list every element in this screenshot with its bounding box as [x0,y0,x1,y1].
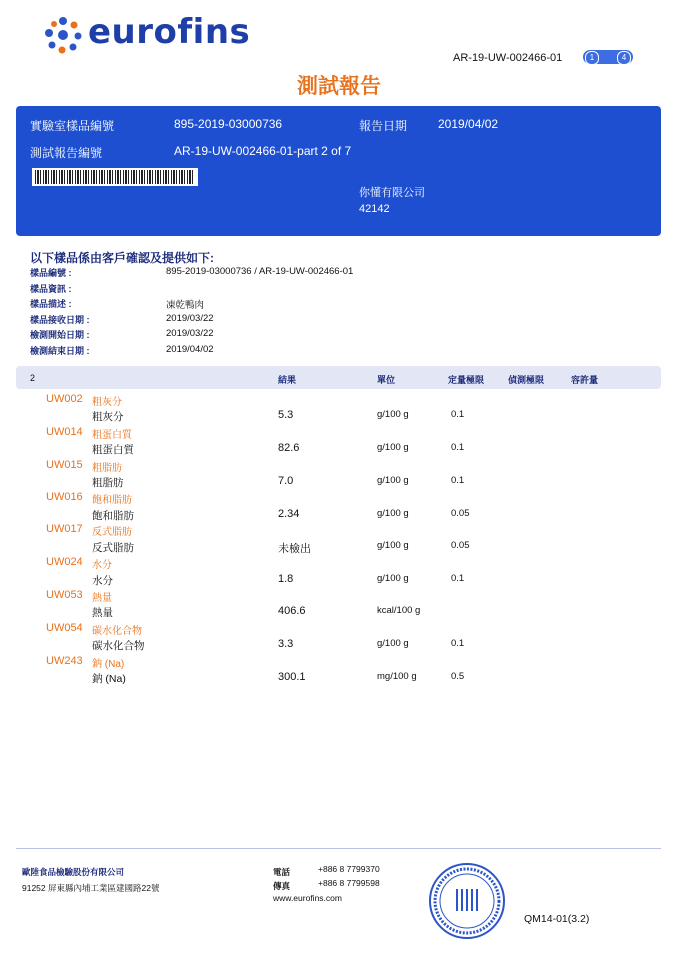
test-name: 粗蛋白質 [92,430,132,441]
result-value: 1.8 [278,573,294,585]
page-total: 4 [617,51,631,65]
result-value: 406.6 [278,605,306,617]
footer-company: 歐陸食品檢驗股份有限公司 [22,867,125,877]
page-indicator [583,50,633,64]
footer-tel-label: 電話 [273,867,291,877]
barcode [32,168,198,186]
test-code: UW054 [46,622,83,634]
report-date-label: 報告日期 [359,119,408,133]
col-loq: 定量極限 [448,375,485,385]
footer-address: 91252 屏東縣內埔工業區建國路22號 [22,883,160,893]
info-label-test-start: 檢測開始日期 : [30,330,90,340]
result-value: 82.6 [278,442,300,454]
test-code: UW016 [46,491,83,503]
result-unit: g/100 g [377,508,409,519]
result-loq: 0.1 [451,475,465,486]
company-name: 你懂有限公司 [359,187,425,199]
result-value: 未檢出 [278,543,311,555]
test-name: 熱量 [92,593,112,604]
info-label-sample-info: 樣品資訊 : [30,284,72,294]
footer-divider [16,848,661,849]
result-loq: 0.05 [451,508,470,519]
test-code: UW243 [46,655,83,667]
analyte-name: 鈉 (Na) [92,673,126,685]
footer-tel: +886 8 7799370 [318,864,380,874]
result-unit: mg/100 g [377,671,417,682]
eurofins-logo-icon [44,16,82,54]
test-code: UW014 [46,426,83,438]
test-name: 鈉 (Na) [92,659,125,670]
analyte-name: 反式脂肪 [92,542,134,554]
result-unit: g/100 g [377,573,409,584]
test-code: UW017 [46,523,83,535]
report-no-value: AR-19-UW-002466-01-part 2 of 7 [174,144,352,158]
test-name: 碳水化合物 [92,626,142,637]
col-tolerance: 容許量 [571,375,599,385]
result-value: 7.0 [278,475,294,487]
sample-no-value: 895-2019-03000736 [174,117,283,131]
analyte-name: 碳水化合物 [92,640,145,652]
report-number-top: AR-19-UW-002466-01 [453,52,563,64]
info-value-test-start: 2019/03/22 [166,328,214,339]
footer-website: www.eurofins.com [273,893,342,903]
info-label-test-end: 檢測結束日期 : [30,346,90,356]
result-unit: g/100 g [377,638,409,649]
info-value-sample-no: 895-2019-03000736 / AR-19-UW-002466-01 [166,266,354,277]
info-value-received-date: 2019/03/22 [166,313,214,324]
report-date-value: 2019/04/02 [438,117,499,131]
result-unit: g/100 g [377,442,409,453]
results-index: 2 [30,373,36,383]
result-unit: g/100 g [377,540,409,551]
info-value-test-end: 2019/04/02 [166,344,214,355]
info-label-description: 樣品描述 : [30,299,72,309]
page-title: 測試報告 [297,75,381,98]
footer-fax: +886 8 7799598 [318,878,380,888]
col-lod: 偵測極限 [508,375,545,385]
col-result: 結果 [278,375,297,385]
result-loq: 0.1 [451,638,465,649]
footer-fax-label: 傳真 [273,881,291,891]
company-code: 42142 [359,203,390,215]
result-value: 5.3 [278,409,294,421]
result-loq: 0.05 [451,540,470,551]
info-label-sample-no: 樣品編號 : [30,268,72,278]
customer-heading: 以下樣品係由客戶確認及提供如下: [30,251,214,265]
test-code: UW015 [46,459,83,471]
test-name: 反式脂肪 [92,527,132,538]
test-code: UW053 [46,589,83,601]
eurofins-logo-text: eurofins [88,12,251,52]
company-seal-icon [428,862,506,940]
analyte-name: 粗灰分 [92,411,124,423]
info-value-description: 凍乾鴨肉 [166,300,205,311]
analyte-name: 粗蛋白質 [92,444,134,456]
result-unit: kcal/100 g [377,605,421,616]
result-loq: 0.1 [451,442,465,453]
analyte-name: 飽和脂肪 [92,510,134,522]
test-name: 水分 [92,560,112,571]
result-loq: 0.1 [451,573,465,584]
result-loq: 0.5 [451,671,465,682]
test-code: UW024 [46,556,83,568]
analyte-name: 水分 [92,575,113,587]
sample-no-label: 實驗室樣品編號 [30,119,115,133]
result-loq: 0.1 [451,409,465,420]
page-current: 1 [585,51,599,65]
result-value: 2.34 [278,508,300,520]
form-number: QM14-01(3.2) [524,913,590,925]
info-label-received-date: 樣品接收日期 : [30,315,90,325]
test-code: UW002 [46,393,83,405]
result-value: 3.3 [278,638,294,650]
test-name: 飽和脂肪 [92,495,132,506]
report-no-label: 測試報告編號 [30,146,103,160]
col-unit: 單位 [377,375,396,385]
test-name: 粗脂肪 [92,463,122,474]
result-value: 300.1 [278,671,306,683]
analyte-name: 粗脂肪 [92,477,124,489]
analyte-name: 熱量 [92,607,113,619]
result-unit: g/100 g [377,409,409,420]
test-name: 粗灰分 [92,397,122,408]
result-unit: g/100 g [377,475,409,486]
results-header [16,366,661,389]
